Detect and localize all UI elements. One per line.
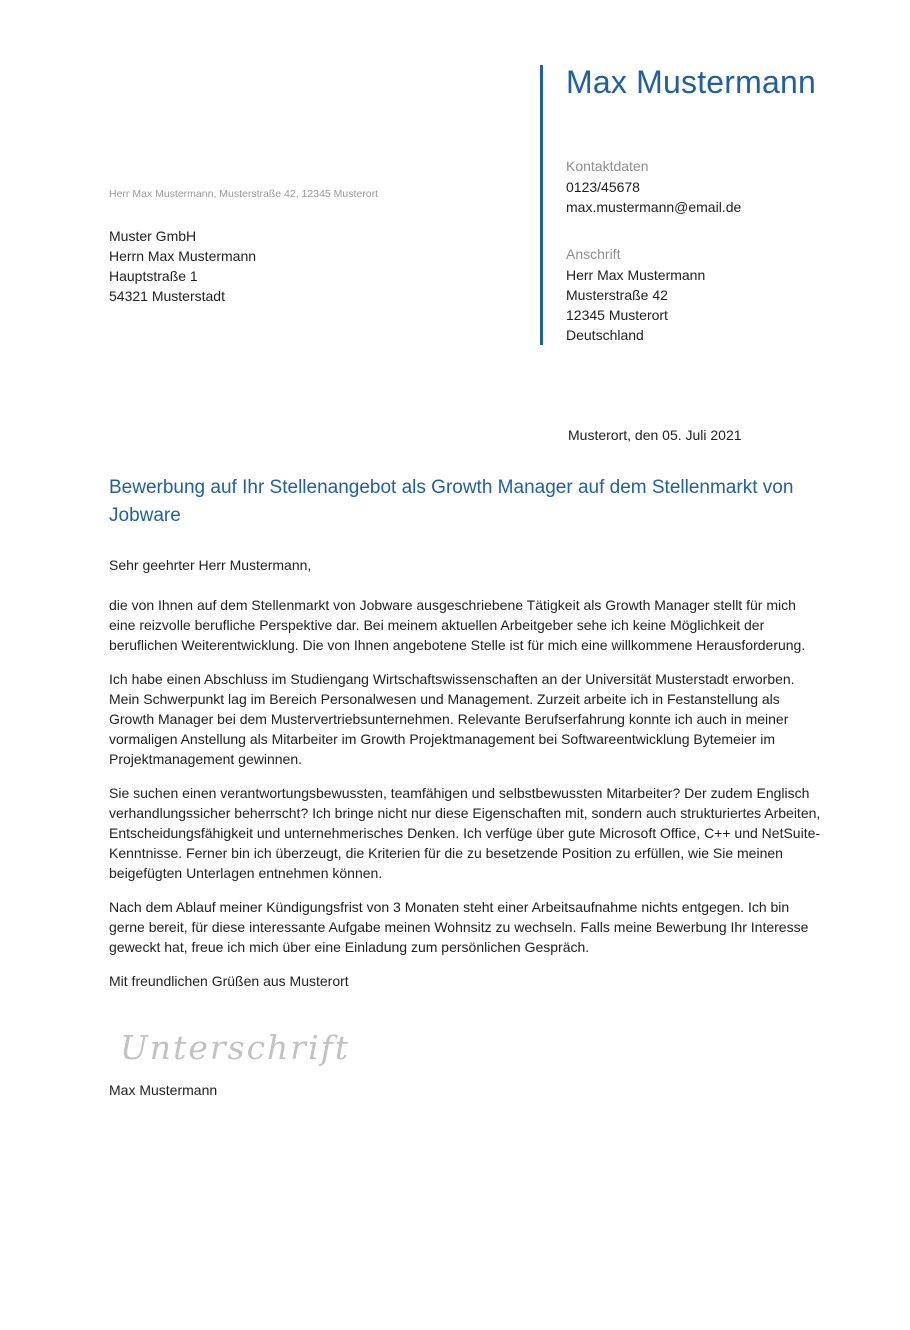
letter-subject: Bewerbung auf Ihr Stellenangebot als Growth Manager auf dem Stellenmarkt von Jobware bbox=[109, 477, 794, 526]
address-line: Deutschland bbox=[566, 327, 644, 343]
recipient-line: Hauptstraße 1 bbox=[109, 268, 198, 284]
address-label: Anschrift bbox=[566, 246, 621, 262]
signed-name: Max Mustermann bbox=[109, 1082, 218, 1098]
applicant-name-heading: Max Mustermann bbox=[566, 64, 816, 100]
contact-email: max.mustermann@email.de bbox=[566, 199, 742, 215]
letter-date: Musterort, den 05. Juli 2021 bbox=[568, 427, 742, 443]
recipient-line: Muster GmbH bbox=[109, 228, 197, 244]
body-paragraph: die von Ihnen auf dem Stellenmarkt von Jobware ausgeschriebene Tätigkeit als Growth Manager stellt für mich eine reizvolle berufliche Perspektive dar. Bei meinem aktuellen Arbeitgeber sehe ich keine Möglichkeit der beruflichen Weiterentwicklung. Die von Ihnen angebotene Stelle ist für mich eine willkommene Herausforderung. bbox=[109, 597, 806, 653]
body-paragraph: Ich habe einen Abschluss im Studiengang Wirtschaftswissenschaften an der Universität Musterstadt erworben. Mein Schwerpunkt lag im Bereich Personalwesen und Management. Zurzeit arbeite ich in Festanstellung als Growth Manager bei dem Mustervertriebsunternehmen. Relevante Berufserfahrung konnte ich auch in meiner vormaligen Anstellung als Mitarbeiter im Growth Projektmanagement bei Softwareentwicklung Bytemeier im Projektmanagement gewinnen. bbox=[109, 671, 795, 767]
contact-label: Kontaktdaten bbox=[566, 158, 649, 174]
sender-return-address: Herr Max Mustermann, Musterstraße 42, 12345 Musterort bbox=[109, 188, 379, 200]
recipient-line: Herrn Max Mustermann bbox=[109, 248, 257, 264]
signature-placeholder: Unterschrift bbox=[120, 1028, 351, 1067]
body-paragraph: Sie suchen einen verantwortungsbewussten, teamfähigen und selbstbewussten Mitarbeiter? Der zudem Englisch verhandlungssicher beherrscht? Ich bringe nicht nur diese Eigenschaften mit, sondern auch strukturiertes Arbeiten, Entscheidungsfähigkeit und unternehmerisches Denken. Ich verfüge über gute Microsoft Office, C++ und NetSuite-Kenntnisse. Ferner bin ich überzeugt, die Kriterien für die zu besetzende Position zu erfüllen, wie Sie meinen beigefügten Unterlagen entnehmen können. bbox=[109, 785, 821, 881]
address-line: 12345 Musterort bbox=[566, 307, 668, 323]
salutation: Sehr geehrter Herr Mustermann, bbox=[109, 557, 312, 573]
closing: Mit freundlichen Grüßen aus Musterort bbox=[109, 973, 349, 989]
letter-body bbox=[109, 555, 821, 1005]
recipient-address bbox=[109, 226, 256, 306]
address-line: Musterstraße 42 bbox=[566, 287, 668, 303]
body-paragraph: Nach dem Ablauf meiner Kündigungsfrist von 3 Monaten steht einer Arbeitsaufnahme nichts entgegen. Ich bin gerne bereit, für diese interessante Aufgabe meinen Wohnsitz zu wechseln. Falls meine Bewerbung Ihr Interesse geweckt hat, freue ich mich über eine Einladung zum persönlichen Gespräch. bbox=[109, 899, 809, 955]
address-line: Herr Max Mustermann bbox=[566, 267, 706, 283]
contact-phone: 0123/45678 bbox=[566, 179, 640, 195]
accent-bar bbox=[540, 65, 543, 345]
recipient-line: 54321 Musterstadt bbox=[109, 288, 225, 304]
